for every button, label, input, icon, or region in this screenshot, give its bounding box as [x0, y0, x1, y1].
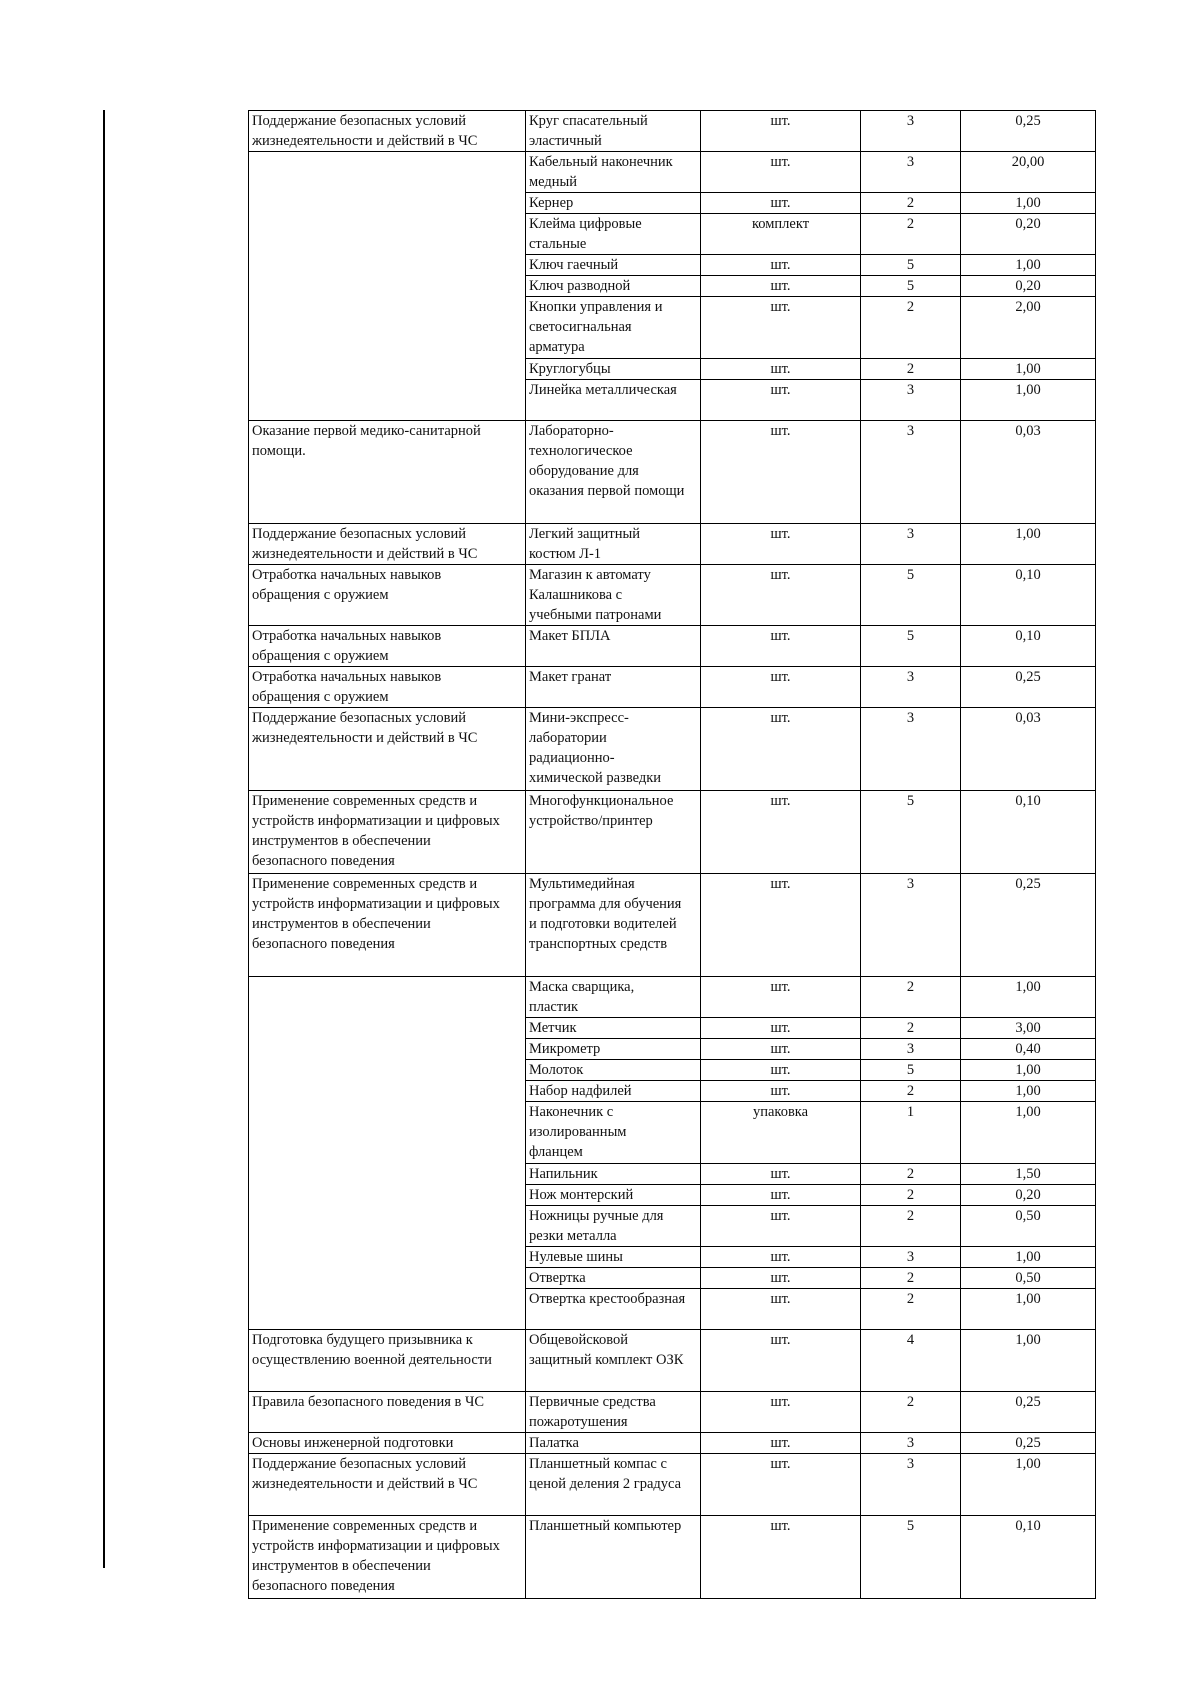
norm-cell: 1,00: [961, 380, 1096, 421]
qty-cell: 5: [861, 791, 961, 874]
item-cell: Микрометр: [526, 1039, 701, 1060]
norm-cell: 0,20: [961, 1185, 1096, 1206]
topic-cell: Отработка начальных навыков обращения с оружием: [249, 667, 526, 708]
unit-cell: шт.: [701, 1454, 861, 1516]
item-cell: Линейка металлическая: [526, 380, 701, 421]
unit-cell: шт.: [701, 152, 861, 193]
norm-cell: 0,25: [961, 111, 1096, 152]
qty-cell: 2: [861, 214, 961, 255]
topic-cell: Основы инженерной подготовки: [249, 1433, 526, 1454]
qty-cell: 1: [861, 1102, 961, 1164]
unit-cell: упаковка: [701, 1102, 861, 1164]
unit-cell: шт.: [701, 297, 861, 359]
unit-cell: шт.: [701, 565, 861, 626]
unit-cell: шт.: [701, 791, 861, 874]
qty-cell: 2: [861, 297, 961, 359]
norm-cell: 0,03: [961, 421, 1096, 524]
table-row: [249, 111, 1096, 152]
norm-cell: 1,50: [961, 1164, 1096, 1185]
norm-cell: 0,10: [961, 791, 1096, 874]
unit-cell: комплект: [701, 214, 861, 255]
qty-cell: 2: [861, 359, 961, 380]
qty-cell: 2: [861, 1268, 961, 1289]
topic-cell: Поддержание безопасных условий жизнедеятельности и действий в ЧС: [249, 1454, 526, 1516]
norm-cell: 0,25: [961, 1433, 1096, 1454]
qty-cell: 3: [861, 1039, 961, 1060]
norm-cell: 20,00: [961, 152, 1096, 193]
table-row: [249, 524, 1096, 565]
qty-cell: 4: [861, 1330, 961, 1392]
norm-cell: 1,00: [961, 1060, 1096, 1081]
norm-cell: 1,00: [961, 977, 1096, 1018]
norm-cell: 0,50: [961, 1268, 1096, 1289]
unit-cell: шт.: [701, 1330, 861, 1392]
item-cell: Кнопки управления и светосигнальная арматура: [526, 297, 701, 359]
table-row: [249, 1516, 1096, 1599]
norm-cell: 1,00: [961, 1289, 1096, 1330]
unit-cell: шт.: [701, 1392, 861, 1433]
table-row: [249, 708, 1096, 791]
unit-cell: шт.: [701, 1164, 861, 1185]
item-cell: Наконечник с изолированным фланцем: [526, 1102, 701, 1164]
unit-cell: шт.: [701, 1516, 861, 1599]
item-cell: Нож монтерский: [526, 1185, 701, 1206]
unit-cell: шт.: [701, 708, 861, 791]
item-cell: Нулевые шины: [526, 1247, 701, 1268]
unit-cell: шт.: [701, 1268, 861, 1289]
norm-cell: 1,00: [961, 359, 1096, 380]
topic-cell: [249, 977, 526, 1330]
unit-cell: шт.: [701, 1433, 861, 1454]
norm-cell: 1,00: [961, 1247, 1096, 1268]
table-row: [249, 1392, 1096, 1433]
norm-cell: 1,00: [961, 1330, 1096, 1392]
table-row: [249, 152, 1096, 193]
qty-cell: 3: [861, 421, 961, 524]
item-cell: Ключ гаечный: [526, 255, 701, 276]
unit-cell: шт.: [701, 193, 861, 214]
topic-cell: Применение современных средств и устройств информатизации и цифровых инструментов в обеспечении безопасного поведения: [249, 874, 526, 977]
item-cell: Легкий защитный костюм Л-1: [526, 524, 701, 565]
norm-cell: 0,03: [961, 708, 1096, 791]
unit-cell: шт.: [701, 524, 861, 565]
equipment-table: [248, 110, 1096, 1599]
qty-cell: 3: [861, 1454, 961, 1516]
table-row: [249, 1454, 1096, 1516]
table-row: [249, 1330, 1096, 1392]
item-cell: Мультимедийная программа для обучения и подготовки водителей транспортных средств: [526, 874, 701, 977]
topic-cell: Поддержание безопасных условий жизнедеятельности и действий в ЧС: [249, 708, 526, 791]
norm-cell: 3,00: [961, 1018, 1096, 1039]
qty-cell: 3: [861, 524, 961, 565]
norm-cell: 1,00: [961, 255, 1096, 276]
item-cell: Отвертка: [526, 1268, 701, 1289]
norm-cell: 1,00: [961, 1102, 1096, 1164]
topic-cell: Оказание первой медико-санитарной помощи.: [249, 421, 526, 524]
norm-cell: 0,40: [961, 1039, 1096, 1060]
item-cell: Ключ разводной: [526, 276, 701, 297]
topic-cell: Поддержание безопасных условий жизнедеятельности и действий в ЧС: [249, 524, 526, 565]
unit-cell: шт.: [701, 359, 861, 380]
item-cell: Клейма цифровые стальные: [526, 214, 701, 255]
topic-cell: Подготовка будущего призывника к осуществлению военной деятельности: [249, 1330, 526, 1392]
qty-cell: 3: [861, 111, 961, 152]
unit-cell: шт.: [701, 626, 861, 667]
table-row: [249, 626, 1096, 667]
topic-cell: [249, 152, 526, 421]
item-cell: Первичные средства пожаротушения: [526, 1392, 701, 1433]
qty-cell: 2: [861, 1164, 961, 1185]
qty-cell: 3: [861, 380, 961, 421]
table-row: [249, 977, 1096, 1018]
qty-cell: 5: [861, 276, 961, 297]
item-cell: Круглогубцы: [526, 359, 701, 380]
unit-cell: шт.: [701, 276, 861, 297]
norm-cell: 0,25: [961, 874, 1096, 977]
qty-cell: 5: [861, 1516, 961, 1599]
norm-cell: 0,10: [961, 565, 1096, 626]
table-row: [249, 791, 1096, 874]
item-cell: Круг спасательный эластичный: [526, 111, 701, 152]
unit-cell: шт.: [701, 111, 861, 152]
qty-cell: 5: [861, 255, 961, 276]
table-row: [249, 421, 1096, 524]
unit-cell: шт.: [701, 380, 861, 421]
topic-cell: Поддержание безопасных условий жизнедеятельности и действий в ЧС: [249, 111, 526, 152]
qty-cell: 3: [861, 1247, 961, 1268]
norm-cell: 1,00: [961, 524, 1096, 565]
qty-cell: 2: [861, 1206, 961, 1247]
qty-cell: 2: [861, 1081, 961, 1102]
qty-cell: 2: [861, 1018, 961, 1039]
item-cell: Планшетный компас с ценой деления 2 градуса: [526, 1454, 701, 1516]
table-row: [249, 565, 1096, 626]
norm-cell: 1,00: [961, 1081, 1096, 1102]
item-cell: Лабораторно- технологическое оборудование для оказания первой помощи: [526, 421, 701, 524]
item-cell: Набор надфилей: [526, 1081, 701, 1102]
table-row: [249, 874, 1096, 977]
norm-cell: 1,00: [961, 193, 1096, 214]
qty-cell: 3: [861, 152, 961, 193]
norm-cell: 0,25: [961, 1392, 1096, 1433]
qty-cell: 2: [861, 1392, 961, 1433]
item-cell: Планшетный компьютер: [526, 1516, 701, 1599]
item-cell: Напильник: [526, 1164, 701, 1185]
item-cell: Отвертка крестообразная: [526, 1289, 701, 1330]
topic-cell: Применение современных средств и устройств информатизации и цифровых инструментов в обеспечении безопасного поведения: [249, 791, 526, 874]
norm-cell: 0,50: [961, 1206, 1096, 1247]
qty-cell: 5: [861, 626, 961, 667]
unit-cell: шт.: [701, 1289, 861, 1330]
qty-cell: 3: [861, 708, 961, 791]
unit-cell: шт.: [701, 1081, 861, 1102]
norm-cell: 0,20: [961, 276, 1096, 297]
unit-cell: шт.: [701, 874, 861, 977]
item-cell: Мини-экспресс- лаборатории радиационно- химической разведки: [526, 708, 701, 791]
table-row: [249, 1433, 1096, 1454]
topic-cell: Отработка начальных навыков обращения с оружием: [249, 626, 526, 667]
item-cell: Молоток: [526, 1060, 701, 1081]
qty-cell: 5: [861, 1060, 961, 1081]
unit-cell: шт.: [701, 1018, 861, 1039]
norm-cell: 0,10: [961, 1516, 1096, 1599]
topic-cell: Отработка начальных навыков обращения с оружием: [249, 565, 526, 626]
item-cell: Макет гранат: [526, 667, 701, 708]
unit-cell: шт.: [701, 421, 861, 524]
qty-cell: 3: [861, 667, 961, 708]
norm-cell: 2,00: [961, 297, 1096, 359]
unit-cell: шт.: [701, 1185, 861, 1206]
qty-cell: 3: [861, 1433, 961, 1454]
qty-cell: 2: [861, 1289, 961, 1330]
item-cell: Кабельный наконечник медный: [526, 152, 701, 193]
qty-cell: 2: [861, 1185, 961, 1206]
unit-cell: шт.: [701, 1206, 861, 1247]
item-cell: Кернер: [526, 193, 701, 214]
unit-cell: шт.: [701, 977, 861, 1018]
unit-cell: шт.: [701, 667, 861, 708]
item-cell: Макет БПЛА: [526, 626, 701, 667]
unit-cell: шт.: [701, 255, 861, 276]
topic-cell: Применение современных средств и устройств информатизации и цифровых инструментов в обеспечении безопасного поведения: [249, 1516, 526, 1599]
item-cell: Многофункциональное устройство/принтер: [526, 791, 701, 874]
item-cell: Ножницы ручные для резки металла: [526, 1206, 701, 1247]
norm-cell: 0,25: [961, 667, 1096, 708]
unit-cell: шт.: [701, 1247, 861, 1268]
table-row: [249, 667, 1096, 708]
item-cell: Маска сварщика, пластик: [526, 977, 701, 1018]
qty-cell: 5: [861, 565, 961, 626]
qty-cell: 2: [861, 977, 961, 1018]
item-cell: Магазин к автомату Калашникова с учебными патронами: [526, 565, 701, 626]
norm-cell: 1,00: [961, 1454, 1096, 1516]
unit-cell: шт.: [701, 1039, 861, 1060]
unit-cell: шт.: [701, 1060, 861, 1081]
item-cell: Метчик: [526, 1018, 701, 1039]
norm-cell: 0,20: [961, 214, 1096, 255]
item-cell: Общевойсковой защитный комплект ОЗК: [526, 1330, 701, 1392]
page-margin-line: [103, 110, 105, 1568]
item-cell: Палатка: [526, 1433, 701, 1454]
norm-cell: 0,10: [961, 626, 1096, 667]
qty-cell: 3: [861, 874, 961, 977]
topic-cell: Правила безопасного поведения в ЧС: [249, 1392, 526, 1433]
qty-cell: 2: [861, 193, 961, 214]
